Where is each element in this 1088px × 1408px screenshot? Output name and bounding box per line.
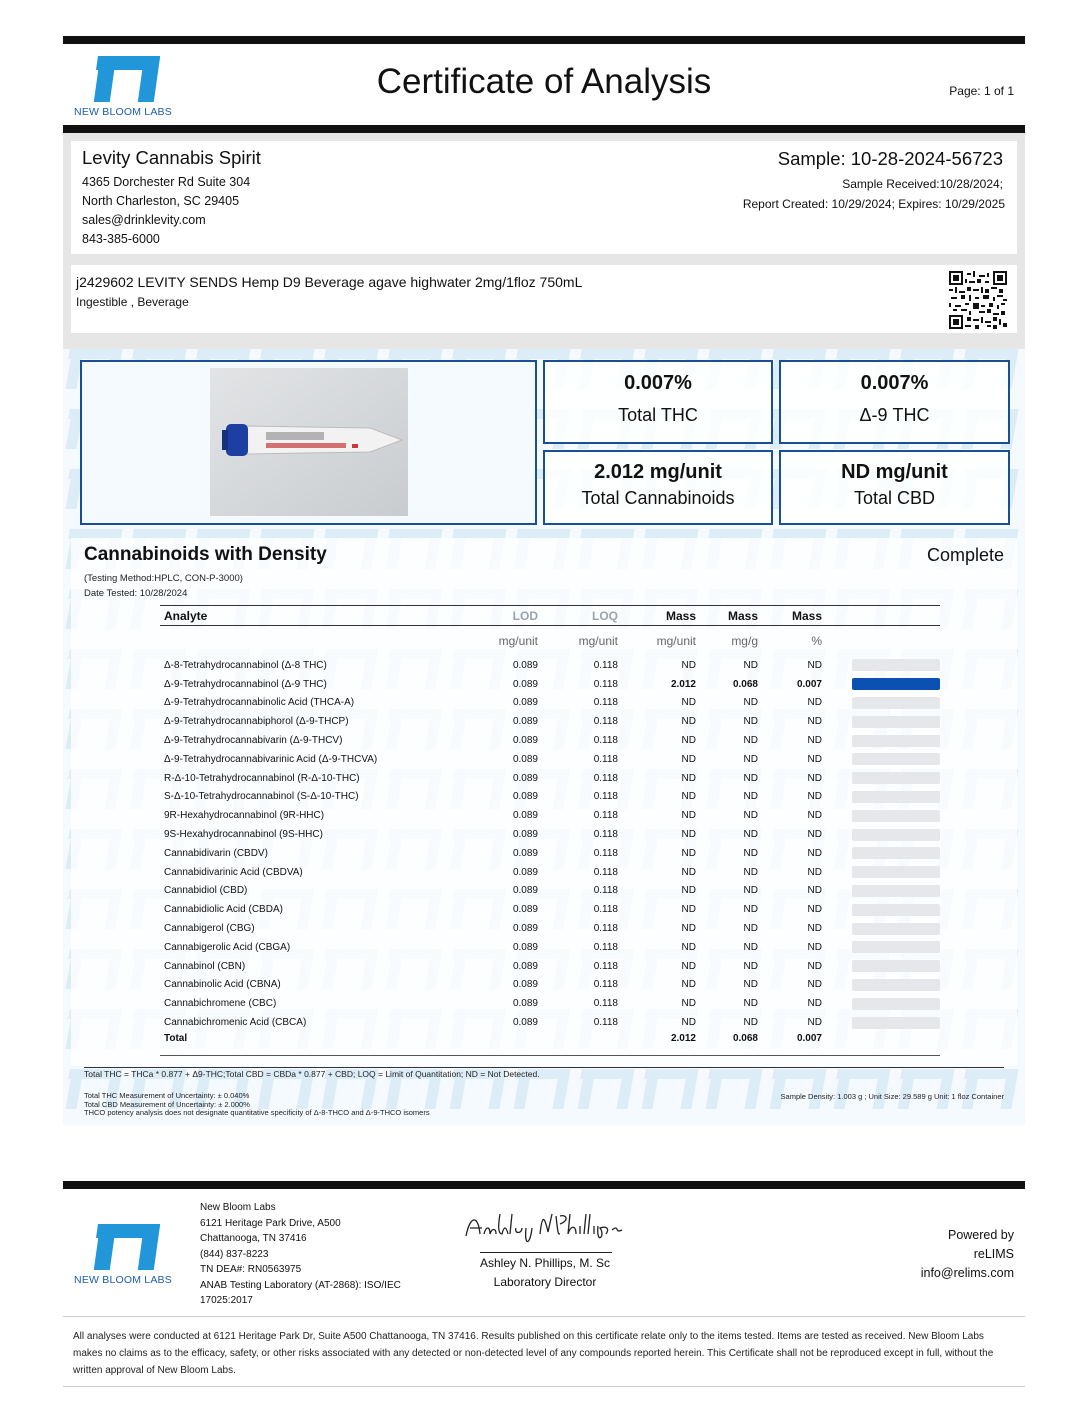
- mass-mgunit-cell: ND: [681, 772, 696, 784]
- table-row: [160, 731, 940, 750]
- mass-mgg-cell: ND: [743, 923, 758, 935]
- watermark-logo-icon: [1023, 409, 1025, 449]
- loq-cell: 0.118: [593, 678, 618, 690]
- analyte-cell: Cannabichromenic Acid (CBCA): [164, 1017, 307, 1029]
- mass-mgg-cell: ND: [743, 998, 758, 1010]
- lab-anab1: ANAB Testing Laboratory (AT-2868): ISO/IEC: [200, 1279, 401, 1291]
- mass-mgunit-cell: 2.012: [670, 678, 696, 690]
- table-row: [160, 882, 940, 901]
- table-header-row: [160, 606, 940, 626]
- uncertainty-notes: [84, 1092, 430, 1118]
- analyte-cell: Cannabinolic Acid (CBNA): [164, 979, 281, 991]
- mass-mgg-cell: ND: [743, 866, 758, 878]
- mass-mgunit-cell: ND: [681, 1017, 696, 1029]
- mass-pct-cell: ND: [807, 904, 822, 916]
- loq-cell: 0.118: [593, 735, 618, 747]
- result-bar: [852, 659, 940, 671]
- result-bar-cell: [822, 1013, 940, 1032]
- footer-logo-mark-icon: [87, 1224, 159, 1270]
- mass-mgg-cell: ND: [743, 772, 758, 784]
- result-bar: [852, 697, 940, 709]
- mass-pct-cell: ND: [807, 1017, 822, 1029]
- table-row: [160, 825, 940, 844]
- result-bar-cell: [822, 994, 940, 1013]
- table-row: [160, 957, 940, 976]
- client-email: sales@drinklevity.com: [82, 213, 206, 227]
- analyte-cell: Δ-9-Tetrahydrocannabivarinic Acid (Δ-9-THCVA): [164, 753, 378, 765]
- result-bar-cell: [822, 900, 940, 919]
- analyte-cell: Cannabigerolic Acid (CBGA): [164, 941, 291, 953]
- analyte-cell: 9R-Hexahydrocannabinol (9R-HHC): [164, 810, 325, 822]
- watermark-logo-icon: [703, 1069, 767, 1109]
- result-bar-cell: [822, 712, 940, 731]
- col-mass-pct: Mass: [791, 609, 822, 623]
- lab-logo: [68, 56, 178, 118]
- unit-mass-mgunit: mg/unit: [656, 634, 696, 648]
- mass-mgg-cell: ND: [743, 697, 758, 709]
- metric-total-cannabinoids: [543, 450, 773, 525]
- result-bar-cell: [822, 938, 940, 957]
- mass-pct-cell: ND: [807, 866, 822, 878]
- lod-cell: 0.089: [512, 941, 538, 953]
- mass-mgg-cell: ND: [743, 885, 758, 897]
- total-mass-mgg: 0.068: [732, 1033, 758, 1045]
- lod-cell: 0.089: [512, 960, 538, 972]
- total-mass-mgunit: 2.012: [670, 1033, 696, 1045]
- result-bar-cell: [822, 656, 940, 675]
- analyte-cell: R-Δ-10-Tetrahydrocannabinol (R-Δ-10-THC): [164, 772, 360, 784]
- loq-cell: 0.118: [593, 810, 618, 822]
- mass-mgg-cell: ND: [743, 735, 758, 747]
- mass-mgunit-cell: ND: [681, 866, 696, 878]
- mass-pct-cell: ND: [807, 885, 822, 897]
- metric-d9-thc-label: Δ-9 THC: [859, 405, 930, 425]
- watermark-logo-icon: [767, 1069, 831, 1109]
- table-row: [160, 863, 940, 882]
- lod-cell: 0.089: [512, 772, 538, 784]
- loq-cell: 0.118: [593, 998, 618, 1010]
- mass-pct-cell: 0.007: [796, 678, 822, 690]
- mass-mgunit-cell: ND: [681, 716, 696, 728]
- analyte-cell: 9S-Hexahydrocannabinol (9S-HHC): [164, 829, 323, 841]
- lod-cell: 0.089: [512, 753, 538, 765]
- page-title: Certificate of Analysis: [376, 62, 712, 101]
- powered-by-email[interactable]: info@relims.com: [920, 1266, 1014, 1280]
- watermark-logo-icon: [1023, 1009, 1025, 1049]
- units-row: [160, 626, 940, 656]
- loq-cell: 0.118: [593, 960, 618, 972]
- signature-image: [460, 1206, 632, 1250]
- header-rule: [63, 125, 1025, 133]
- loq-cell: 0.118: [593, 1017, 618, 1029]
- footer-rule: [63, 1181, 1025, 1189]
- lod-cell: 0.089: [512, 904, 538, 916]
- col-analyte: Analyte: [164, 609, 208, 623]
- mass-mgunit-cell: ND: [681, 979, 696, 991]
- watermark-logo-icon: [1023, 469, 1025, 509]
- result-bar-cell: [822, 806, 940, 825]
- result-bar: [852, 979, 940, 991]
- total-label: Total: [164, 1033, 188, 1045]
- result-bar: [852, 735, 940, 747]
- footer-logo-text: NEW BLOOM LABS: [74, 1274, 172, 1286]
- density-note: Sample Density: 1.003 g ; Unit Size: 29.589 g Unit: 1 floz Container: [780, 1092, 1004, 1101]
- analyte-cell: Cannabidiolic Acid (CBDA): [164, 904, 283, 916]
- col-mass-mgunit: Mass: [665, 609, 696, 623]
- top-rule: [63, 36, 1025, 44]
- mass-mgunit-cell: ND: [681, 998, 696, 1010]
- mass-mgunit-cell: ND: [681, 791, 696, 803]
- result-bar: [852, 678, 940, 690]
- section-title: Cannabinoids with Density: [84, 544, 327, 565]
- footer-lab-logo: [68, 1224, 178, 1286]
- mass-pct-cell: ND: [807, 716, 822, 728]
- lod-cell: 0.089: [512, 829, 538, 841]
- sample-tube-photo: [210, 368, 408, 516]
- result-bar-cell: [822, 844, 940, 863]
- analyte-cell: Δ-8-Tetrahydrocannabinol (Δ-8 THC): [164, 659, 327, 671]
- mass-pct-cell: ND: [807, 847, 822, 859]
- analyte-cell: Cannabigerol (CBG): [164, 923, 255, 935]
- loq-cell: 0.118: [593, 829, 618, 841]
- analyte-cell: Cannabidiol (CBD): [164, 885, 248, 897]
- result-bar: [852, 1017, 940, 1029]
- table-row: [160, 994, 940, 1013]
- mass-pct-cell: ND: [807, 659, 822, 671]
- table-row: [160, 694, 940, 713]
- result-bar-cell: [822, 769, 940, 788]
- date-tested: Date Tested: 10/28/2024: [84, 588, 188, 599]
- mass-mgunit-cell: ND: [681, 960, 696, 972]
- signer-name: Ashley N. Phillips, M. Sc: [479, 1256, 611, 1270]
- unit-lod: mg/unit: [498, 634, 538, 648]
- result-bar: [852, 904, 940, 916]
- disclaimer-bottom-rule: [63, 1386, 1025, 1387]
- watermark-logo-icon: [1023, 349, 1025, 389]
- lod-cell: 0.089: [512, 923, 538, 935]
- mass-mgunit-cell: ND: [681, 885, 696, 897]
- mass-mgunit-cell: ND: [681, 941, 696, 953]
- mass-pct-cell: ND: [807, 998, 822, 1010]
- result-bar: [852, 847, 940, 859]
- sample-id: Sample: 10-28-2024-56723: [777, 148, 1003, 169]
- unit-mass-pct: %: [811, 634, 822, 648]
- analyte-cell: Δ-9-Tetrahydrocannabivarin (Δ-9-THCV): [164, 735, 343, 747]
- mass-pct-cell: ND: [807, 810, 822, 822]
- loq-cell: 0.118: [593, 716, 618, 728]
- product-name: j2429602 LEVITY SENDS Hemp D9 Beverage agave highwater 2mg/1floz 750mL: [76, 274, 583, 290]
- watermark-logo-icon: [1023, 949, 1025, 989]
- analyte-cell: Δ-9-Tetrahydrocannabiphorol (Δ-9-THCP): [164, 716, 349, 728]
- lod-cell: 0.089: [512, 979, 538, 991]
- metric-d9-thc-value: 0.007%: [860, 372, 929, 394]
- page-number: Page: 1 of 1: [949, 84, 1014, 98]
- mass-mgg-cell: ND: [743, 1017, 758, 1029]
- client-address-line2: North Charleston, SC 29405: [82, 194, 240, 208]
- loq-cell: 0.118: [593, 923, 618, 935]
- client-address: [82, 173, 250, 249]
- mass-pct-cell: ND: [807, 829, 822, 841]
- result-bar-cell: [822, 731, 940, 750]
- result-bar: [852, 998, 940, 1010]
- table-row: [160, 938, 940, 957]
- mass-mgunit-cell: ND: [681, 753, 696, 765]
- watermark-logo-icon: [1023, 589, 1025, 629]
- analyte-cell: Δ-9-Tetrahydrocannabinol (Δ-9 THC): [164, 678, 327, 690]
- mass-mgg-cell: ND: [743, 847, 758, 859]
- client-card: [71, 141, 1017, 254]
- result-bar-cell: [822, 882, 940, 901]
- mass-mgg-cell: ND: [743, 791, 758, 803]
- mass-mgunit-cell: ND: [681, 923, 696, 935]
- result-bar-cell: [822, 863, 940, 882]
- watermark-logo-icon: [1023, 649, 1025, 689]
- signer-title: Laboratory Director: [493, 1275, 597, 1289]
- analyte-cell: Cannabidivarin (CBDV): [164, 847, 268, 859]
- logo-text: NEW BLOOM LABS: [74, 106, 172, 118]
- lab-address2: Chattanooga, TN 37416: [200, 1233, 307, 1244]
- result-bar: [852, 753, 940, 765]
- col-lod: LOD: [512, 609, 538, 623]
- analyte-cell: S-Δ-10-Tetrahydrocannabinol (S-Δ-10-THC): [164, 791, 359, 803]
- table-row: [160, 712, 940, 731]
- watermark-logo-icon: [1023, 1069, 1025, 1109]
- mass-pct-cell: ND: [807, 791, 822, 803]
- watermark-logo-icon: [639, 1069, 703, 1109]
- loq-cell: 0.118: [593, 772, 618, 784]
- analyte-cell: Cannabinol (CBN): [164, 960, 246, 972]
- table-row: [160, 769, 940, 788]
- result-bar-cell: [822, 957, 940, 976]
- result-bar: [852, 885, 940, 897]
- section-status: Complete: [926, 545, 1004, 565]
- table-row: [160, 844, 940, 863]
- watermark-logo-icon: [895, 1069, 959, 1109]
- disclaimer-top-rule: [63, 1316, 1025, 1317]
- lod-cell: 0.089: [512, 847, 538, 859]
- thco-note: THCO potency analysis does not designate quantitative specificity of Δ-8-THCO and Δ-9-THCO isomers: [84, 1108, 430, 1117]
- mass-pct-cell: ND: [807, 735, 822, 747]
- mass-mgunit-cell: ND: [681, 659, 696, 671]
- metric-total-cannabinoids-label: Total Cannabinoids: [581, 488, 735, 508]
- result-bar: [852, 866, 940, 878]
- table-row: [160, 900, 940, 919]
- metric-total-cannabinoids-value: 2.012 mg/unit: [594, 461, 722, 483]
- lab-contact: [200, 1200, 401, 1309]
- lod-cell: 0.089: [512, 659, 538, 671]
- result-bar-cell: [822, 825, 940, 844]
- watermark-logo-icon: [831, 1069, 895, 1109]
- loq-cell: 0.118: [593, 753, 618, 765]
- loq-cell: 0.118: [593, 697, 618, 709]
- total-row: [160, 1032, 940, 1046]
- lod-cell: 0.089: [512, 885, 538, 897]
- mass-pct-cell: ND: [807, 979, 822, 991]
- loq-cell: 0.118: [593, 659, 618, 671]
- mass-mgunit-cell: ND: [681, 697, 696, 709]
- product-card: [71, 265, 1017, 333]
- mass-pct-cell: ND: [807, 941, 822, 953]
- table-row: [160, 788, 940, 807]
- lab-address1: 6121 Heritage Park Drive, A500: [200, 1217, 341, 1229]
- metric-total-thc-value: 0.007%: [624, 372, 692, 394]
- result-bar-cell: [822, 976, 940, 995]
- lab-anab2: 17025:2017: [200, 1295, 253, 1306]
- loq-cell: 0.118: [593, 885, 618, 897]
- unit-mass-mgg: mg/g: [731, 634, 758, 648]
- watermark-logo-icon: [1023, 889, 1025, 929]
- metric-total-thc: [543, 360, 773, 444]
- result-bar: [852, 923, 940, 935]
- lod-cell: 0.089: [512, 697, 538, 709]
- sample-photo-frame: [80, 360, 537, 525]
- signature-line: [480, 1252, 612, 1253]
- results-table: [160, 606, 940, 1046]
- table-row: [160, 1013, 940, 1032]
- metric-total-cbd-value: ND mg/unit: [841, 461, 948, 483]
- lod-cell: 0.089: [512, 791, 538, 803]
- mass-mgunit-cell: ND: [681, 810, 696, 822]
- table-bottom-rule: [160, 1055, 940, 1056]
- mass-pct-cell: ND: [807, 772, 822, 784]
- mass-pct-cell: ND: [807, 697, 822, 709]
- table-row: [160, 919, 940, 938]
- mass-mgunit-cell: ND: [681, 904, 696, 916]
- analyte-cell: Cannabichromene (CBC): [164, 998, 277, 1010]
- mass-mgunit-cell: ND: [681, 829, 696, 841]
- table-row: [160, 806, 940, 825]
- mass-mgg-cell: ND: [743, 941, 758, 953]
- client-address-line1: 4365 Dorchester Rd Suite 304: [82, 175, 251, 189]
- result-bar-cell: [822, 919, 940, 938]
- result-bar: [852, 772, 940, 784]
- unit-loq: mg/unit: [578, 634, 618, 648]
- uncertainty-thc: Total THC Measurement of Uncertainty: ± 0.040%: [84, 1091, 250, 1100]
- mass-mgg-cell: ND: [743, 810, 758, 822]
- loq-cell: 0.118: [593, 791, 618, 803]
- powered-by-label: Powered by: [947, 1228, 1014, 1242]
- lab-name: New Bloom Labs: [200, 1202, 276, 1213]
- disclaimer: All analyses were conducted at 6121 Heritage Park Dr, Suite A500 Chattanooga, TN 37416. Results published on this certificate relate only to the items tested. Items are tested as received. New Bloom Labs makes no claims as to the efficacy, safety, or other risks associated with any detected or non-detected level of any compounds reported herein. This Certificate shall not be reproduced except in full, without the written approval of New Bloom Labs.: [73, 1331, 994, 1376]
- analyte-cell: Δ-9-Tetrahydrocannabinolic Acid (THCA-A): [164, 697, 355, 709]
- total-mass-pct: 0.007: [796, 1033, 822, 1045]
- mass-mgg-cell: 0.068: [732, 678, 758, 690]
- mass-pct-cell: ND: [807, 753, 822, 765]
- qr-code-icon[interactable]: [949, 271, 1007, 329]
- lab-phone: (844) 837-8223: [200, 1248, 269, 1260]
- mass-mgg-cell: ND: [743, 753, 758, 765]
- metric-total-cbd-label: Total CBD: [853, 488, 936, 508]
- metric-total-thc-label: Total THC: [618, 405, 698, 425]
- loq-cell: 0.118: [593, 866, 618, 878]
- result-bar: [852, 810, 940, 822]
- client-name: Levity Cannabis Spirit: [82, 147, 261, 168]
- logo-mark-icon: [87, 56, 159, 102]
- lod-cell: 0.089: [512, 866, 538, 878]
- watermark-logo-icon: [1023, 529, 1025, 569]
- loq-cell: 0.118: [593, 979, 618, 991]
- table-row: [160, 976, 940, 995]
- mass-mgg-cell: ND: [743, 979, 758, 991]
- loq-cell: 0.118: [593, 847, 618, 859]
- analyte-cell: Cannabidivarinic Acid (CBDVA): [164, 866, 303, 878]
- col-loq: LOQ: [592, 609, 618, 623]
- watermark-logo-icon: [1023, 709, 1025, 749]
- table-row: [160, 675, 940, 694]
- powered-by-brand: reLIMS: [973, 1247, 1014, 1261]
- result-bar: [852, 941, 940, 953]
- metric-total-cbd: [779, 450, 1010, 525]
- lab-dea: TN DEA#: RN0563975: [200, 1264, 302, 1275]
- mass-mgg-cell: ND: [743, 829, 758, 841]
- result-bar-cell: [822, 788, 940, 807]
- mass-mgunit-cell: ND: [681, 847, 696, 859]
- watermark-logo-icon: [1023, 829, 1025, 869]
- table-row: [160, 750, 940, 769]
- result-bar-cell: [822, 694, 940, 713]
- mass-mgunit-cell: ND: [681, 735, 696, 747]
- powered-by: [880, 1226, 1014, 1283]
- testing-method: (Testing Method:HPLC, CON-P-3000): [84, 573, 243, 584]
- loq-cell: 0.118: [593, 904, 618, 916]
- mass-mgg-cell: ND: [743, 960, 758, 972]
- mass-mgg-cell: ND: [743, 659, 758, 671]
- client-phone: 843-385-6000: [82, 232, 160, 246]
- mass-pct-cell: ND: [807, 923, 822, 935]
- result-bar: [852, 960, 940, 972]
- lod-cell: 0.089: [512, 810, 538, 822]
- report-dates: Report Created: 10/29/2024; Expires: 10/29/2025: [742, 197, 1005, 211]
- lod-cell: 0.089: [512, 735, 538, 747]
- watermark-logo-icon: [575, 1069, 639, 1109]
- lod-cell: 0.089: [512, 1017, 538, 1029]
- result-bar: [852, 791, 940, 803]
- mass-pct-cell: ND: [807, 960, 822, 972]
- notes-rule: [84, 1067, 1004, 1068]
- result-bar-cell: [822, 750, 940, 769]
- sample-received: Sample Received:10/28/2024;: [842, 177, 1003, 191]
- uncertainty-cbd: Total CBD Measurement of Uncertainty: ± 2.000%: [84, 1099, 250, 1109]
- lod-cell: 0.089: [512, 998, 538, 1010]
- metric-d9-thc: [779, 360, 1010, 444]
- loq-cell: 0.118: [593, 941, 618, 953]
- mass-mgg-cell: ND: [743, 716, 758, 728]
- result-bar: [852, 716, 940, 728]
- lod-cell: 0.089: [512, 716, 538, 728]
- col-mass-mgg: Mass: [727, 609, 758, 623]
- table-row: [160, 656, 940, 675]
- watermark-logo-icon: [1023, 769, 1025, 809]
- watermark-logo-icon: [959, 1069, 1023, 1109]
- mass-mgg-cell: ND: [743, 904, 758, 916]
- formula-note: Total THC = THCa * 0.877 + Δ9-THC;Total CBD = CBDa * 0.877 + CBD; LOQ = Limit of Quantitation; ND = Not Detected.: [84, 1069, 540, 1079]
- product-category: Ingestible , Beverage: [76, 295, 189, 309]
- lod-cell: 0.089: [512, 678, 538, 690]
- result-bar: [852, 829, 940, 841]
- result-bar-cell: [822, 675, 940, 694]
